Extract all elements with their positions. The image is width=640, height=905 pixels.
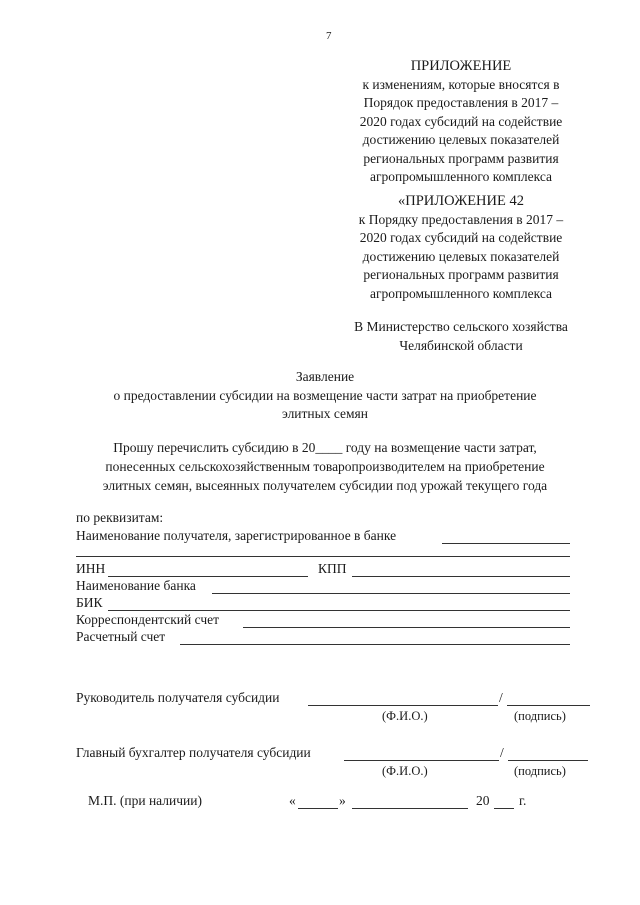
account-label: Расчетный счет <box>76 629 166 644</box>
accountant-sign-field[interactable] <box>508 760 588 761</box>
page-number: 7 <box>326 30 332 42</box>
appendix-42-title: «ПРИЛОЖЕНИЕ 42 <box>398 193 524 209</box>
date-month-field[interactable] <box>352 808 468 809</box>
appendix-42-header <box>340 192 582 303</box>
head-fio-caption: (Ф.И.О.) <box>382 709 428 723</box>
kpp-label: КПП <box>318 561 347 576</box>
inn-field[interactable] <box>108 576 308 577</box>
statement-title: Заявление <box>295 369 355 384</box>
corr-account-field[interactable] <box>243 627 570 628</box>
head-sign-field[interactable] <box>507 705 590 706</box>
request-line: понесенных сельскохозяйственным товаропроизводителем на приобретение <box>105 459 545 474</box>
appendix-42-line: агропромышленного комплекса <box>370 285 552 301</box>
stamp-label: М.П. (при наличии) <box>88 793 202 808</box>
accountant-fio-field[interactable] <box>344 760 499 761</box>
accountant-sign-caption: (подпись) <box>514 764 566 778</box>
head-slash: / <box>499 690 503 705</box>
appendix-42-line: региональных программ развития <box>363 267 559 282</box>
appendix-42-line: достижению целевых показателей <box>362 248 560 264</box>
request-line: элитных семян, высеянных получателем субсидии под урожай текущего года <box>102 478 548 493</box>
appendix-line: агропромышленного комплекса <box>370 169 552 184</box>
statement-heading <box>40 368 610 424</box>
head-sign-caption: (подпись) <box>514 709 566 723</box>
head-fio-field[interactable] <box>308 705 498 706</box>
recipient-bank-field-2[interactable] <box>76 556 570 557</box>
appendix-line: достижению целевых показателей <box>362 132 560 147</box>
accountant-fio-caption: (Ф.И.О.) <box>382 764 428 778</box>
appendix-42-line: 2020 годах субсидий на содействие <box>359 230 563 245</box>
date-year-suffix: г. <box>519 793 527 808</box>
accountant-label: Главный бухгалтер получателя субсидии <box>76 745 311 760</box>
bank-name-field[interactable] <box>212 593 570 594</box>
appendix-line: региональных программ развития <box>363 150 559 166</box>
request-line: Прошу перечислить субсидию в 20____ году на возмещение части затрат, <box>113 440 537 455</box>
recipient-bank-field[interactable] <box>442 543 570 544</box>
date-quote-close: » <box>339 793 346 808</box>
addressee-line: В Министерство сельского хозяйства <box>354 319 568 334</box>
appendix-header <box>340 57 582 187</box>
date-year-field[interactable] <box>494 808 514 809</box>
date-quote-open: « <box>289 793 296 808</box>
accountant-slash: / <box>500 745 504 760</box>
appendix-line: к изменениям, которые вносятся в <box>362 76 560 92</box>
inn-label: ИНН <box>76 561 106 576</box>
head-label: Руководитель получателя субсидии <box>76 690 280 705</box>
appendix-line: 2020 годах субсидий на содействие <box>359 113 563 129</box>
addressee <box>336 318 586 355</box>
appendix-line: Порядок предоставления в 2017 – <box>363 95 559 110</box>
bik-label: БИК <box>76 595 103 610</box>
kpp-field[interactable] <box>352 576 570 577</box>
appendix-42-line: к Порядку предоставления в 2017 – <box>358 211 564 227</box>
corr-account-label: Корреспондентский счет <box>76 612 220 627</box>
recipient-bank-label: Наименование получателя, зарегистрированное в банке <box>76 528 397 543</box>
requisites-intro: по реквизитам: <box>76 510 164 525</box>
date-year-prefix: 20 <box>476 793 490 808</box>
account-field[interactable] <box>180 644 570 645</box>
request-paragraph <box>40 438 610 495</box>
date-day-field[interactable] <box>298 808 338 809</box>
bank-name-label: Наименование банка <box>76 578 196 593</box>
statement-subtitle: о предоставлении субсидии на возмещение части затрат на приобретение <box>113 387 537 403</box>
statement-subtitle: элитных семян <box>282 406 368 421</box>
addressee-line: Челябинской области <box>399 337 523 353</box>
bik-field[interactable] <box>108 610 570 611</box>
appendix-title: ПРИЛОЖЕНИЕ <box>410 58 512 74</box>
